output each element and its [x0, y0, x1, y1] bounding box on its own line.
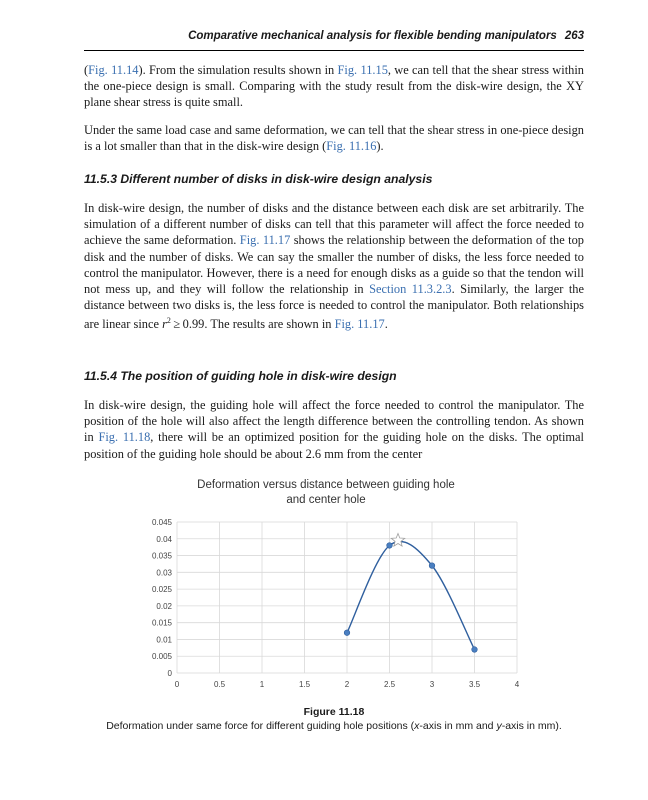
- figure-link[interactable]: Fig. 11.16: [326, 139, 377, 154]
- y-tick-label: 0.035: [151, 551, 172, 561]
- figure-link[interactable]: Fig. 11.17: [239, 233, 291, 248]
- y-tick-label: 0.015: [151, 618, 172, 628]
- optimum-star-marker: [391, 534, 404, 547]
- superscript: 2: [166, 316, 171, 326]
- x-tick-label: 2.5: [383, 680, 396, 689]
- caption-text: Deformation under same force for different guiding hole positions (: [106, 720, 415, 732]
- section-heading-11-5-3: 11.5.3 Different number of disks in disk-wire design analysis: [84, 172, 433, 186]
- x-axis-ticks: [175, 680, 520, 689]
- text: ≥ 0.99. The results are shown in: [170, 317, 335, 332]
- text: Under the same load case and same deformation, we can tell that the shear stress in one-piece design is a lot smaller than that in the disk-wire design (: [84, 123, 584, 154]
- figure-label: Figure 11.18: [303, 706, 365, 718]
- text: , we can tell that the shear stress within the one-piece design is small. Comparing with the study result from the disk-wire design, the XY plane shear stress is quite small.: [84, 63, 584, 110]
- text: .: [384, 317, 388, 332]
- y-tick-label: 0.025: [151, 585, 172, 595]
- caption-text: -axis in mm and: [419, 720, 497, 732]
- x-tick-label: 3: [429, 680, 435, 689]
- y-axis-ticks: [152, 518, 173, 678]
- y-tick-label: 0: [167, 669, 172, 678]
- x-tick-label: 1: [259, 680, 265, 689]
- header-rule: [84, 50, 584, 51]
- text: . Similarly, the larger the distance between two disks is, the less force is needed to control the manipulator. Both relationships are linear since: [84, 282, 585, 332]
- paragraph-3: [84, 200, 584, 333]
- y-tick-label: 0.02: [156, 601, 172, 611]
- page-number: 263: [564, 30, 584, 42]
- data-point: [429, 563, 435, 569]
- text: (: [84, 63, 89, 77]
- running-title: Comparative mechanical analysis for flexible bending manipulators: [188, 30, 557, 42]
- y-tick-label: 0.04: [156, 534, 172, 544]
- text: ).: [376, 139, 384, 154]
- caption-x: x: [414, 720, 420, 732]
- series-points: [344, 543, 477, 653]
- paragraph-1: [84, 62, 584, 111]
- section-link[interactable]: Section 11.3.2.3: [369, 282, 452, 297]
- caption-text: -axis in mm).: [501, 720, 562, 732]
- data-point: [344, 630, 350, 636]
- chart-title-line-2: and center hole: [286, 494, 366, 506]
- text: ). From the simulation results shown in: [138, 63, 338, 77]
- x-tick-label: 4: [514, 680, 520, 689]
- deformation-chart: [130, 470, 530, 700]
- text: , there will be an optimized position for the guiding hole on the disks. The optimal position of the guiding hole should be about 2.6 mm from the center: [84, 430, 584, 461]
- figure-link[interactable]: Fig. 11.17: [334, 317, 385, 332]
- x-tick-label: 3.5: [468, 680, 481, 689]
- x-tick-label: 2: [344, 680, 350, 689]
- series-curve: [347, 541, 475, 649]
- caption-y: y: [496, 720, 502, 732]
- paragraph-2: [84, 122, 584, 154]
- section-heading-11-5-4: 11.5.4 The position of guiding hole in disk-wire design: [84, 369, 397, 383]
- data-point: [472, 647, 478, 653]
- y-tick-label: 0.005: [151, 652, 172, 662]
- running-head: [84, 30, 584, 50]
- paragraph-4: [84, 397, 584, 462]
- figure-link[interactable]: Fig. 11.14: [88, 63, 139, 77]
- x-tick-label: 0.5: [213, 680, 226, 689]
- x-tick-label: 0: [174, 680, 180, 689]
- data-point: [387, 543, 393, 549]
- figure-caption: [60, 720, 608, 732]
- text: shows the relationship between the deformation of the top disk and the number of disks. We can say the smaller the number of disks, the less force needed to control the manipulator. However, there is a need for enough disks as a guide so that the tendon will not mess up, and they will follow the relationship in: [84, 233, 584, 297]
- chart-title-line-1: Deformation versus distance between guiding hole: [197, 479, 455, 491]
- chart-grid: [177, 522, 517, 673]
- figure-link[interactable]: Fig. 11.15: [337, 63, 388, 77]
- x-tick-label: 1.5: [298, 680, 311, 689]
- y-tick-label: 0.03: [156, 568, 172, 578]
- y-tick-label: 0.045: [151, 518, 172, 527]
- text: In disk-wire design, the number of disks and the distance between each disk are set arbitrarily. The simulation of a different number of disks can tell that this parameter will affect the force needed to achieve the same deformation.: [84, 201, 584, 248]
- r-variable: r: [162, 317, 167, 332]
- text: In disk-wire design, the guiding hole will affect the force needed to control the manipulator. The position of the hole will also affect the length difference between the controlling tendon. As shown in: [84, 398, 584, 445]
- y-tick-label: 0.01: [156, 635, 172, 645]
- figure-link[interactable]: Fig. 11.18: [98, 430, 151, 445]
